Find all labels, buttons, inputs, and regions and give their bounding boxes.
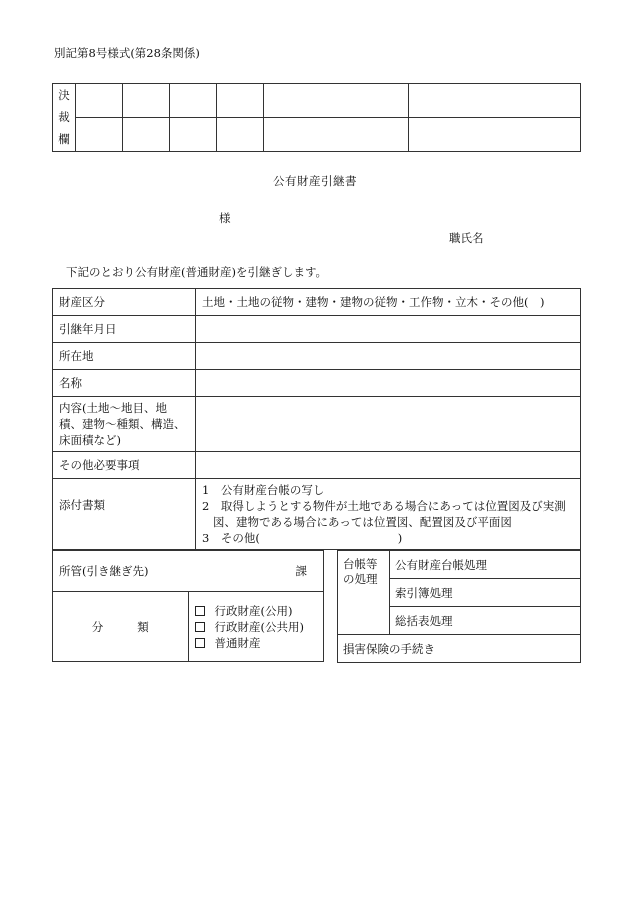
table-row bbox=[53, 452, 581, 479]
jurisdiction-label: 所管(引き継ぎ先) bbox=[59, 564, 149, 578]
approval-label-char-1: 決 bbox=[58, 88, 70, 102]
attachments-list bbox=[196, 479, 581, 550]
contents-field[interactable] bbox=[196, 397, 581, 452]
table-row bbox=[53, 479, 581, 550]
approval-cell[interactable] bbox=[409, 84, 581, 118]
transfer-date-label: 引継年月日 bbox=[53, 316, 196, 343]
table-row bbox=[53, 370, 581, 397]
property-category-value[interactable]: 土地・土地の従物・建物・建物の従物・工作物・立木・その他( ) bbox=[196, 289, 581, 316]
option-label: 普通財産 bbox=[214, 635, 261, 650]
property-category-label: 財産区分 bbox=[53, 289, 196, 316]
transfer-date-field[interactable] bbox=[196, 316, 581, 343]
classification-label bbox=[53, 592, 189, 662]
ledger-processing-table bbox=[337, 550, 581, 663]
table-row bbox=[53, 397, 581, 452]
approval-label-char-2: 裁 bbox=[58, 110, 70, 124]
ledger-head: 台帳等の処理 bbox=[338, 551, 390, 635]
intro-text: 下記のとおり公有財産(普通財産)を引継ぎします。 bbox=[66, 265, 328, 279]
approval-cell[interactable] bbox=[409, 118, 581, 152]
other-matters-field[interactable] bbox=[196, 452, 581, 479]
attachment-item: 1 公有財産台帳の写し bbox=[202, 483, 325, 497]
attachment-item: 図、建物である場合にあっては位置図、配置図及び平面図 bbox=[213, 515, 512, 529]
approval-cell[interactable] bbox=[123, 84, 170, 118]
property-table bbox=[52, 288, 581, 550]
ledger-item-property-register[interactable]: 公有財産台帳処理 bbox=[390, 551, 581, 579]
jurisdiction-row[interactable] bbox=[53, 551, 324, 592]
approval-label-char-3: 欄 bbox=[58, 132, 70, 146]
approval-cell[interactable] bbox=[76, 118, 123, 152]
insurance-procedure[interactable]: 損害保険の手続き bbox=[338, 635, 581, 663]
classification-label-1: 分 bbox=[91, 619, 104, 634]
option-administrative-public-use[interactable] bbox=[189, 603, 324, 619]
form-reference: 別記第8号様式(第28条関係) bbox=[54, 46, 200, 60]
table-row bbox=[53, 316, 581, 343]
location-label: 所在地 bbox=[53, 343, 196, 370]
approval-cell[interactable] bbox=[217, 118, 264, 152]
name-label: 名称 bbox=[53, 370, 196, 397]
option-label: 行政財産(公用) bbox=[214, 603, 293, 618]
option-administrative-public-service[interactable] bbox=[189, 619, 324, 635]
jurisdiction-table bbox=[52, 550, 324, 662]
section-suffix: 課 bbox=[295, 564, 307, 578]
checkbox-icon[interactable] bbox=[195, 622, 205, 632]
option-label: 行政財産(公共用) bbox=[214, 619, 304, 634]
classification-label-2: 類 bbox=[137, 619, 149, 634]
name-field[interactable] bbox=[196, 370, 581, 397]
location-field[interactable] bbox=[196, 343, 581, 370]
approval-cell[interactable] bbox=[123, 118, 170, 152]
ledger-item-index-register[interactable]: 索引簿処理 bbox=[390, 579, 581, 607]
approval-cell[interactable] bbox=[170, 84, 217, 118]
checkbox-icon[interactable] bbox=[195, 638, 205, 648]
other-matters-label: その他必要事項 bbox=[53, 452, 196, 479]
approval-table bbox=[52, 83, 581, 152]
approval-cell[interactable] bbox=[264, 118, 409, 152]
approval-cell[interactable] bbox=[76, 84, 123, 118]
position-name-label: 職氏名 bbox=[449, 231, 484, 245]
approval-cell[interactable] bbox=[170, 118, 217, 152]
document-title: 公有財産引継書 bbox=[273, 174, 357, 188]
attachments-label: 添付書類 bbox=[53, 479, 196, 550]
attachment-item: 2 取得しようとする物件が土地である場合にあっては位置図及び実測 bbox=[202, 499, 566, 513]
option-ordinary-property[interactable] bbox=[189, 635, 324, 651]
checkbox-icon[interactable] bbox=[195, 606, 205, 616]
approval-cell[interactable] bbox=[264, 84, 409, 118]
attachment-item: 3 その他( ) bbox=[202, 531, 403, 545]
table-row bbox=[53, 289, 581, 316]
classification-options bbox=[188, 592, 324, 662]
table-row bbox=[53, 343, 581, 370]
addressee-suffix: 様 bbox=[219, 211, 231, 225]
approval-label bbox=[53, 84, 76, 152]
contents-label: 内容(土地～地目、地積、建物～種類、構造、床面積など) bbox=[53, 397, 196, 452]
approval-cell[interactable] bbox=[217, 84, 264, 118]
ledger-item-summary-table[interactable]: 総括表処理 bbox=[390, 607, 581, 635]
